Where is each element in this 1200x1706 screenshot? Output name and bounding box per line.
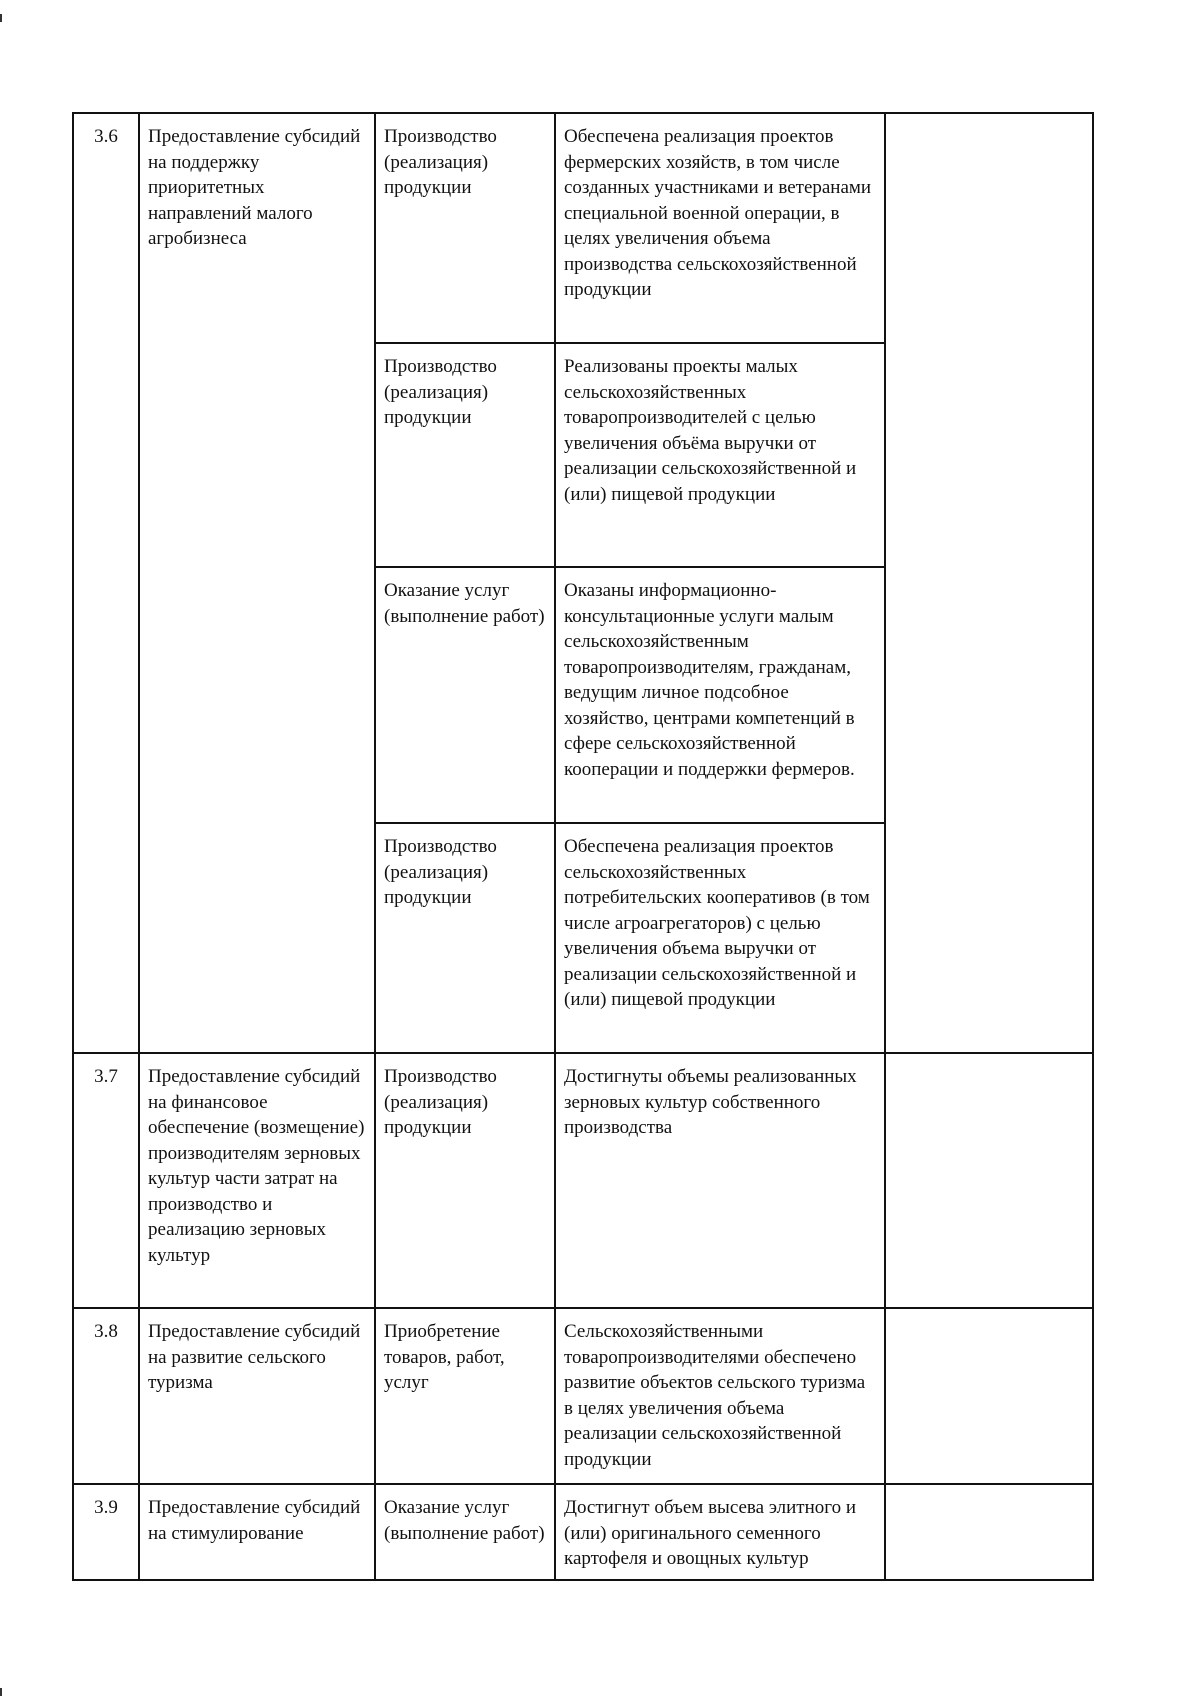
- row-number: 3.8: [73, 1308, 139, 1484]
- row-number: 3.7: [73, 1053, 139, 1308]
- empty-cell: [885, 1053, 1093, 1308]
- table-row: [73, 113, 1093, 343]
- table-row: [73, 1484, 1093, 1580]
- result-type: Производство (реализация) продукции: [375, 823, 555, 1053]
- result-description: Обеспечена реализация проектов сельскохозяйственных потребительских кооперативов (в том числе агроагрегаторов) с целью увеличения объема выручки от реализации сельскохозяйственной и (или) пищевой продукции: [555, 823, 885, 1053]
- scan-mark: [0, 1688, 2, 1696]
- result-type: Оказание услуг (выполнение работ): [375, 1484, 555, 1580]
- result-description: Достигнуты объемы реализованных зерновых культур собственного производства: [555, 1053, 885, 1308]
- measures-table: [72, 112, 1094, 1581]
- measure-name: Предоставление субсидий на развитие сельского туризма: [139, 1308, 375, 1484]
- result-type: Оказание услуг (выполнение работ): [375, 567, 555, 823]
- result-type: Производство (реализация) продукции: [375, 343, 555, 567]
- result-type: Производство (реализация) продукции: [375, 113, 555, 343]
- row-number: 3.9: [73, 1484, 139, 1580]
- result-description: Сельскохозяйственными товаропроизводителями обеспечено развитие объектов сельского туризма в целях увеличения объема реализации сельскохозяйственной продукции: [555, 1308, 885, 1484]
- measure-name: Предоставление субсидий на финансовое обеспечение (возмещение) производителям зерновых культур части затрат на производство и реализацию зерновых культур: [139, 1053, 375, 1308]
- result-type: Приобретение товаров, работ, услуг: [375, 1308, 555, 1484]
- row-number: 3.6: [73, 113, 139, 1053]
- result-description: Обеспечена реализация проектов фермерских хозяйств, в том числе созданных участниками и ветеранами специальной военной операции, в целях увеличения объема производства сельскохозяйственной продукции: [555, 113, 885, 343]
- result-description: Достигнут объем высева элитного и (или) оригинального семенного картофеля и овощных культур: [555, 1484, 885, 1580]
- empty-cell: [885, 1484, 1093, 1580]
- table-row: [73, 1308, 1093, 1484]
- measure-name: Предоставление субсидий на стимулирование: [139, 1484, 375, 1580]
- table-row: [73, 1053, 1093, 1308]
- empty-cell: [885, 1308, 1093, 1484]
- result-description: Оказаны информационно-консультационные услуги малым сельскохозяйственным товаропроизводителям, гражданам, ведущим личное подсобное хозяйство, центрами компетенций в сфере сельскохозяйственной кооперации и поддержки фермеров.: [555, 567, 885, 823]
- empty-cell: [885, 113, 1093, 1053]
- measure-name: Предоставление субсидий на поддержку приоритетных направлений малого агробизнеса: [139, 113, 375, 1053]
- scan-mark: [0, 14, 2, 22]
- result-description: Реализованы проекты малых сельскохозяйственных товаропроизводителей с целью увеличения объёма выручки от реализации сельскохозяйственной и (или) пищевой продукции: [555, 343, 885, 567]
- result-type: Производство (реализация) продукции: [375, 1053, 555, 1308]
